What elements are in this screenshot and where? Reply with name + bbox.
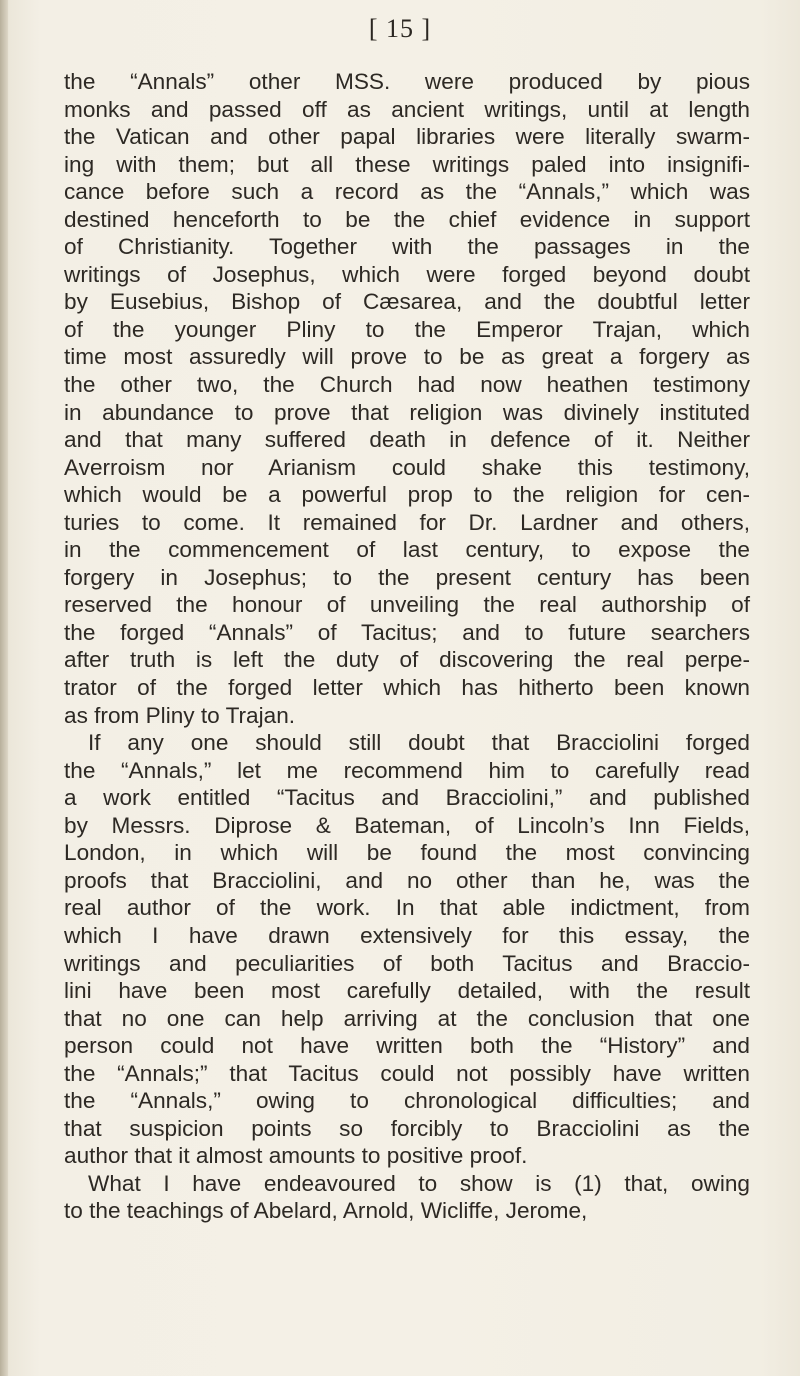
text-line: by Eusebius, Bishop of Cæsarea, and the doubtful letter <box>64 289 750 315</box>
text-line: that no one can help arriving at the conclusion that one <box>64 1005 750 1031</box>
text-line: writings and peculiarities of both Tacitus and Braccio- <box>64 950 750 976</box>
text-line: the forged “Annals” of Tacitus; and to future searchers <box>64 619 750 645</box>
text-line: a work entitled “Tacitus and Bracciolini,” and published <box>64 785 750 811</box>
text-line: of the younger Pliny to the Emperor Trajan, which <box>64 316 750 342</box>
text-line: after truth is left the duty of discovering the real perpe- <box>64 647 750 673</box>
text-line: the “Annals;” that Tacitus could not possibly have written <box>64 1060 750 1086</box>
text-line: destined henceforth to be the chief evidence in support <box>64 206 750 232</box>
text-line: the “Annals,” owing to chronological difficulties; and <box>64 1088 750 1114</box>
text-line: ing with them; but all these writings paled into insignifi- <box>64 151 750 177</box>
text-line: the “Annals,” let me recommend him to carefully read <box>64 757 750 783</box>
text-line: Averroism nor Arianism could shake this testimony, <box>64 454 750 480</box>
text-line: writings of Josephus, which were forged beyond doubt <box>64 261 750 287</box>
paragraph <box>64 68 750 729</box>
text-line: turies to come. It remained for Dr. Lardner and others, <box>64 509 750 535</box>
text-line: the other two, the Church had now heathen testimony <box>64 372 750 398</box>
body-text <box>64 68 750 1225</box>
text-line: and that many suffered death in defence of it. Neither <box>64 427 750 453</box>
paragraph <box>64 1170 750 1225</box>
text-line: by Messrs. Diprose & Bateman, of Lincoln’s Inn Fields, <box>64 812 750 838</box>
text-line: the Vatican and other papal libraries were literally swarm- <box>64 124 750 150</box>
text-line: forgery in Josephus; to the present century has been <box>64 564 750 590</box>
text-line: real author of the work. In that able indictment, from <box>64 895 750 921</box>
paragraph <box>64 729 750 1170</box>
text-line: that suspicion points so forcibly to Bracciolini as the <box>64 1115 750 1141</box>
text-line: which would be a powerful prop to the religion for cen- <box>64 482 750 508</box>
text-line: monks and passed off as ancient writings, until at length <box>64 96 750 122</box>
text-line: reserved the honour of unveiling the real authorship of <box>64 592 750 618</box>
text-line: cance before such a record as the “Annals,” which was <box>64 179 750 205</box>
text-line: trator of the forged letter which has hitherto been known <box>64 675 750 701</box>
text-line: of Christianity. Together with the passages in the <box>64 234 750 260</box>
text-line: time most assuredly will prove to be as great a forgery as <box>64 344 750 370</box>
text-line: to the teachings of Abelard, Arnold, Wicliffe, Jerome, <box>64 1198 588 1224</box>
text-line: person could not have written both the “History” and <box>64 1033 750 1059</box>
page-gutter-shadow <box>0 0 8 1376</box>
text-line: What I have endeavoured to show is (1) that, owing <box>88 1170 750 1196</box>
text-line: which I have drawn extensively for this essay, the <box>64 922 750 948</box>
text-line: proofs that Bracciolini, and no other than he, was the <box>64 867 750 893</box>
text-line: the “Annals” other MSS. were produced by pious <box>64 69 750 94</box>
text-line: If any one should still doubt that Bracciolini forged <box>88 730 750 756</box>
text-line: author that it almost amounts to positive proof. <box>64 1143 528 1169</box>
page-number: [ 15 ] <box>368 14 432 43</box>
text-line: as from Pliny to Trajan. <box>64 702 296 728</box>
text-line: in the commencement of last century, to expose the <box>64 537 750 563</box>
text-line: London, in which will be found the most convincing <box>64 840 750 866</box>
text-line: in abundance to prove that religion was divinely instituted <box>64 399 750 425</box>
text-line: lini have been most carefully detailed, with the result <box>64 978 750 1004</box>
